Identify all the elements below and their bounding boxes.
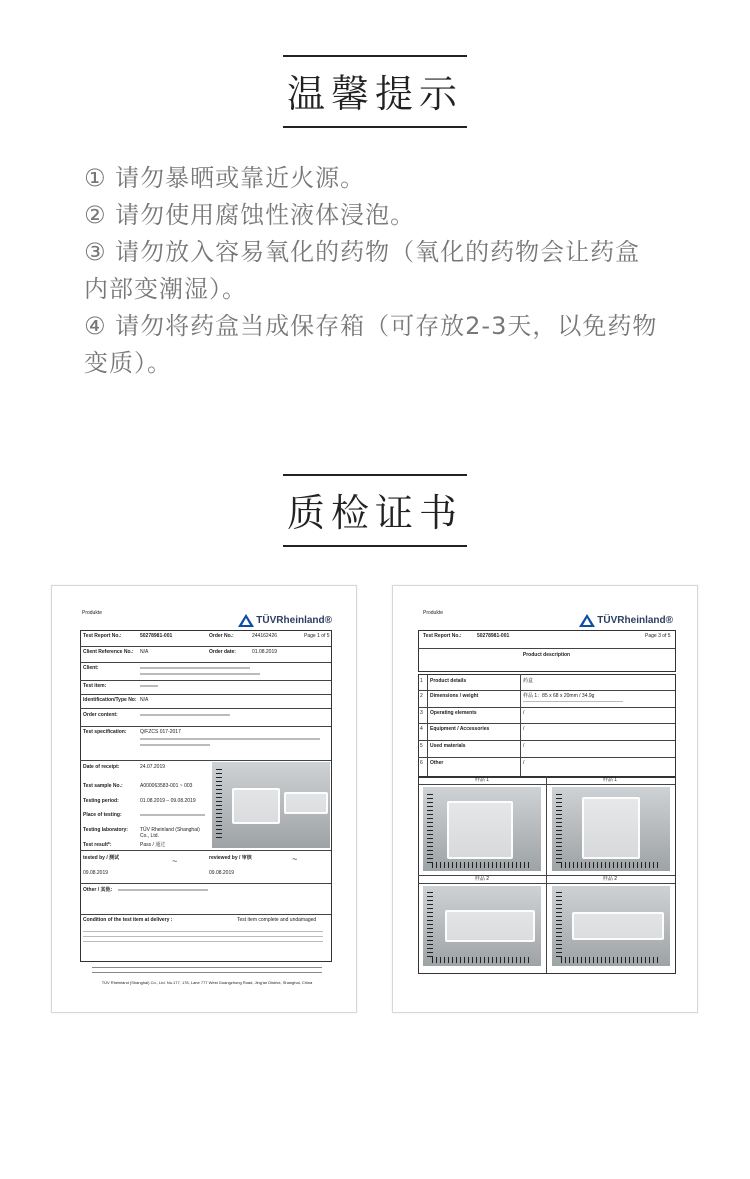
signature-2: ~ <box>292 854 298 864</box>
client-ref: N/A <box>140 649 149 655</box>
row-label: Equipment / Accessories <box>430 726 490 732</box>
tested-by: tested by / 测试 <box>83 855 120 861</box>
warning-title: 温馨提示 <box>286 72 463 116</box>
testing-period-label: Testing period: <box>83 798 119 804</box>
warning-item: ③ 请勿放入容易氧化的药物（氧化的药物会让药盒 <box>84 238 641 266</box>
row-value: / <box>523 743 525 749</box>
identification: N/A <box>140 697 149 703</box>
row-label: Other <box>430 760 444 766</box>
report-no-label: Test Report No.: <box>423 633 462 639</box>
sample-1-photo-a <box>423 787 541 871</box>
tuv-brand: TÜVRheinland® <box>256 615 332 626</box>
test-spec-label: Test specification: <box>83 729 127 735</box>
order-content-label: Order content: <box>83 712 118 718</box>
certificate-title: 质检证书 <box>286 491 463 535</box>
client-ref-label: Client Reference No.: <box>83 649 134 655</box>
row-value: / <box>523 710 525 716</box>
row-label: Used materials <box>430 743 466 749</box>
test-sample: A000063583-001 ~ 003 <box>140 783 193 789</box>
certificate-page-3 <box>392 585 698 1013</box>
row-label: Dimensions / weight <box>430 693 479 699</box>
warning-item: 内部变潮湿）。 <box>84 275 247 303</box>
lab-label: Testing laboratory: <box>83 827 128 833</box>
date-receipt: 24.07.2019 <box>140 764 166 770</box>
place-label: Place of testing: <box>83 812 122 818</box>
warning-list <box>84 160 694 382</box>
row-value: 样品 1：85 x 68 x 20mm / 34.9g <box>523 693 595 699</box>
row-number: 3 <box>420 710 423 716</box>
order-no: 244162426 <box>252 633 278 639</box>
certificate-page-1: Produkte TÜVRheinland® Test Report No.: 50278981-001 Order No.: 244162426 Page 1 of 5 Client Reference No.: N/A Order date: 01.08.2019 Client: Test item: Identification/Type No: N/A Order content: Test specification: Q/FZCS 017-2017 Date of receipt: 24.07.2019 Test sample No.: A000063583-001 ~ 003 Testing period: 01.08.2019 – 09.08.2019 Place of testing: Testing laboratory: TÜV Rheinland (Shanghai) Co., Ltd. Test result*: Pass / 通过 tested by / 测试 reviewed by / 审核 ~ ~ 09.08.2019 09.08.2019 Other / 其他: Condition of the test item at delivery : Test item complete and undamaged TÜV Rheinland (Shanghai) Co., Ltd. No.177, 178, Lane 777 West Guangzhong Road, Jing'an District, Shanghai, China <box>51 585 357 1013</box>
result: Pass / 通过 <box>140 842 166 848</box>
footer: TÜV Rheinland (Shanghai) Co., Ltd. No.177, 178, Lane 777 West Guangzhong Road, Jing'an District, Shanghai, China <box>101 980 313 985</box>
client-label: Client: <box>83 665 99 671</box>
sample-1-label: 样品 1 <box>602 777 618 783</box>
date-2: 09.08.2019 <box>209 870 235 876</box>
lab: TÜV Rheinland (Shanghai) Co., Ltd. <box>140 827 200 839</box>
warning-item: ① 请勿暴晒或靠近火源。 <box>84 164 366 192</box>
sample-1-photo-b <box>552 787 670 871</box>
warning-item: ② 请勿使用腐蚀性液体浸泡。 <box>84 201 416 229</box>
product-description: Product description <box>522 652 571 658</box>
order-date: 01.08.2019 <box>252 649 278 655</box>
testing-period: 01.08.2019 – 09.08.2019 <box>140 798 196 804</box>
row-value: / <box>523 726 525 732</box>
produkte-label: Produkte <box>423 610 444 616</box>
warning-item: ④ 请勿将药盒当成保存箱（可存放2-3天，以免药物 <box>84 312 658 340</box>
identification-label: Identification/Type No: <box>83 697 137 703</box>
order-no-label: Order No.: <box>209 633 234 639</box>
row-number: 6 <box>420 760 423 766</box>
date-1: 09.08.2019 <box>83 870 109 876</box>
condition: Test item complete and undamaged <box>237 917 317 923</box>
tuv-brand: TÜVRheinland® <box>597 615 673 626</box>
condition-label: Condition of the test item at delivery : <box>83 917 173 923</box>
warning-title-block <box>0 55 750 128</box>
row-value: / <box>523 760 525 766</box>
page-number: Page 1 of 5 <box>304 633 330 639</box>
row-number: 1 <box>420 678 423 684</box>
sample-1-label: 样品 1 <box>474 777 490 783</box>
reviewed-by: reviewed by / 审核 <box>209 855 252 861</box>
sample-2-photo-a <box>423 886 541 966</box>
sample-photo <box>212 762 330 848</box>
produkte-label: Produkte <box>82 610 103 616</box>
warning-item: 变质）。 <box>84 349 172 377</box>
date-receipt-label: Date of receipt: <box>83 764 120 770</box>
sample-2-photo-b <box>552 886 670 966</box>
row-number: 5 <box>420 743 423 749</box>
row-label: Product details <box>430 678 467 684</box>
sample-2-label: 样品 2 <box>474 876 490 882</box>
row-label: Operating elements <box>430 710 477 716</box>
report-no-label: Test Report No.: <box>83 633 122 639</box>
sample-2-label: 样品 2 <box>602 876 618 882</box>
tuv-logo <box>579 614 673 627</box>
row-number: 4 <box>420 726 423 732</box>
tuv-triangle-icon <box>579 614 595 627</box>
other-label: Other / 其他: <box>83 887 113 893</box>
report-no: 50278981-001 <box>140 633 173 639</box>
tuv-logo <box>238 614 332 627</box>
test-spec: Q/FZCS 017-2017 <box>140 729 181 735</box>
row-value: 药盒 <box>523 678 534 684</box>
result-label: Test result*: <box>83 842 112 848</box>
row-number: 2 <box>420 693 423 699</box>
title-frame <box>283 474 467 547</box>
tuv-triangle-icon <box>238 614 254 627</box>
certificate-title-block <box>0 474 750 547</box>
title-frame <box>283 55 467 128</box>
page-number: Page 3 of 5 <box>645 633 671 639</box>
order-date-label: Order date: <box>209 649 236 655</box>
test-sample-label: Test sample No.: <box>83 783 123 789</box>
signature-1: ~ <box>172 856 178 866</box>
report-no: 50278981-001 <box>477 633 510 639</box>
